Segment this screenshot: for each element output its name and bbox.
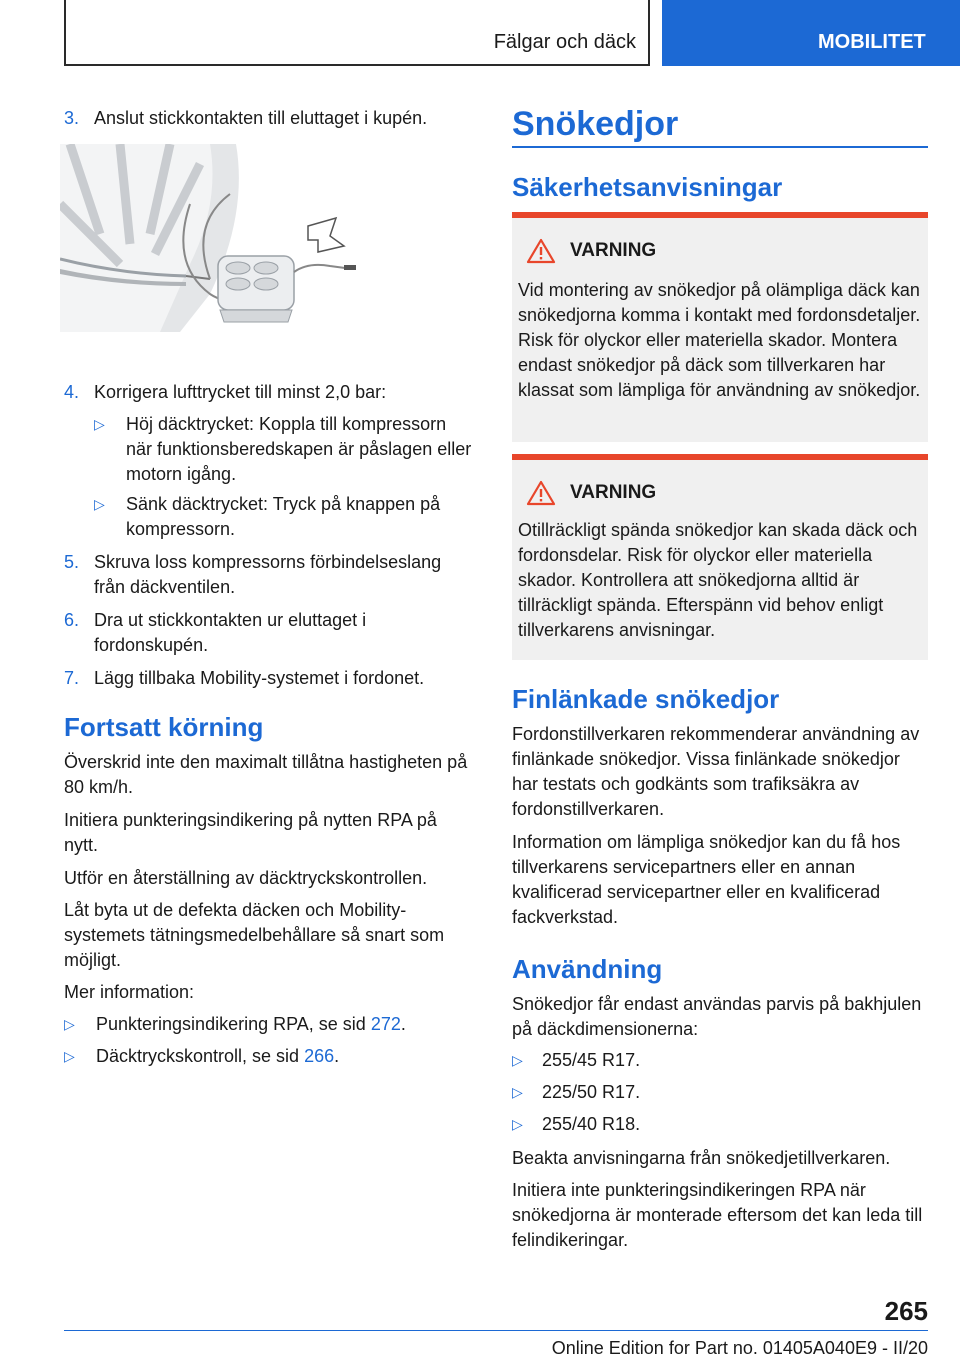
step-text: Skruva loss kompressorns förbindelseslang från däckventilen. <box>94 552 442 597</box>
bullet-item <box>512 1080 928 1105</box>
footer-edition: Online Edition for Part no. 01405A040E9 - II/20 <box>551 1338 928 1358</box>
header-section-title: Fälgar och däck <box>493 31 636 53</box>
step-text: Korrigera lufttrycket till minst 2,0 bar: <box>94 382 387 402</box>
title-rule <box>512 146 928 148</box>
paragraph: Snökedjor får endast användas parvis på bakhjulen på däckdimensionerna: <box>512 994 922 1039</box>
triangle-bullet-icon: ▷ <box>64 1048 75 1064</box>
step-number: 6. <box>64 610 80 630</box>
warning-triangle-icon <box>526 480 556 506</box>
chapter-title: Snökedjor <box>512 105 679 143</box>
section-heading: Användning <box>512 954 663 984</box>
section-heading: Finlänkade snökedjor <box>512 684 780 714</box>
link-item[interactable] <box>64 1012 474 1037</box>
link-item[interactable] <box>64 1044 474 1069</box>
warning-label: VARNING <box>570 240 657 261</box>
bullet-item <box>512 1048 928 1073</box>
page-number: 265 <box>884 1296 928 1326</box>
step-number: 7. <box>64 668 80 688</box>
triangle-bullet-icon: ▷ <box>94 496 105 512</box>
triangle-bullet-icon: ▷ <box>64 1016 75 1032</box>
link-label: Däcktryckskontroll, se sid <box>96 1046 305 1066</box>
paragraph: Beakta anvisningarna från snökedjetillverkaren. <box>512 1148 891 1168</box>
step-text: Lägg tillbaka Mobility-systemet i fordonet. <box>94 668 425 688</box>
paragraph: Initiera inte punkteringsindikeringen RPA när snökedjorna är monterade eftersom det kan leda till felindikeringar. <box>512 1180 923 1250</box>
step-7 <box>64 666 474 691</box>
step-3 <box>64 106 474 131</box>
paragraph: Fordonstillverkaren rekommenderar användning av finlänkade snökedjor. Vissa finlänkade snökedjor har testats och godkänts som trafiksäkra av fordonstillverkaren. <box>512 724 920 819</box>
triangle-bullet-icon: ▷ <box>94 416 105 432</box>
wheel-compressor-illustration <box>60 144 360 332</box>
link-label: Punkteringsindikering RPA, se sid <box>96 1014 371 1034</box>
bullet-text: Sänk däcktrycket: Tryck på knappen på kompressorn. <box>126 494 441 539</box>
header-chapter-tab: MOBILITET <box>662 0 960 66</box>
warning-label: VARNING <box>570 482 657 503</box>
warning-box-2 <box>512 454 928 660</box>
link-end: . <box>334 1046 340 1066</box>
triangle-bullet-icon: ▷ <box>512 1084 523 1100</box>
footer-rule <box>64 1330 928 1331</box>
paragraph: Överskrid inte den maximalt tillåtna hastigheten på 80 km/h. <box>64 752 468 797</box>
section-heading: Fortsatt körning <box>64 712 264 742</box>
step-6 <box>64 608 474 658</box>
bullet-text: 225/50 R17. <box>542 1082 641 1102</box>
step-5 <box>64 550 474 600</box>
step-text: Dra ut stickkontakten ur eluttaget i fordonskupén. <box>94 610 367 655</box>
link-end: . <box>400 1014 406 1034</box>
bullet-item <box>94 412 474 487</box>
bullet-item <box>94 492 474 542</box>
bullet-text: 255/45 R17. <box>542 1050 641 1070</box>
paragraph: Information om lämpliga snökedjor kan du få hos tillverkarens servicepartners eller en annan kvalificerad servicepartner eller en kvalificerad fackverkstad. <box>512 832 901 927</box>
paragraph: Låt byta ut de defekta däcken och Mobility-systemets tätningsmedelbehållare så snart som möjligt. <box>64 900 445 970</box>
step-text: Anslut stickkontakten till eluttaget i kupén. <box>94 108 428 128</box>
bullet-text: 255/40 R18. <box>542 1114 641 1134</box>
warning-box-1 <box>512 212 928 442</box>
step-number: 3. <box>64 108 80 128</box>
triangle-bullet-icon: ▷ <box>512 1116 523 1132</box>
warning-triangle-icon <box>526 238 556 264</box>
bullet-item <box>512 1112 928 1137</box>
section-heading: Säkerhetsanvisningar <box>512 172 783 202</box>
paragraph: Initiera punkteringsindikering på nytten RPA på nytt. <box>64 810 437 855</box>
warning-text: Vid montering av snökedjor på olämpliga däck kan snökedjorna komma i kontakt med fordonsdetaljer. Risk för olyckor eller materiella skador. Montera endast snökedjor på däck som tillverkaren har klassat som lämpliga för användning av snökedjor. <box>518 280 921 400</box>
warning-text: Otillräckligt spända snökedjor kan skada däck och fordonsdelar. Risk för olyckor eller materiella skador. Kontrollera att snökedjorna alltid är tillräckligt spända. Efterspänn vid behov enligt tillverkarens anvisningar. <box>518 520 918 640</box>
step-number: 4. <box>64 382 80 402</box>
paragraph: Mer information: <box>64 982 195 1002</box>
triangle-bullet-icon: ▷ <box>512 1052 523 1068</box>
page-link-266[interactable]: 266 <box>304 1046 335 1066</box>
bullet-text: Höj däcktrycket: Koppla till kompressorn när funktionsberedskapen är påslagen eller motorn igång. <box>126 414 472 484</box>
step-4 <box>64 380 474 405</box>
step-number: 5. <box>64 552 80 572</box>
page-link-272[interactable]: 272 <box>370 1014 401 1034</box>
paragraph: Utför en återställning av däcktryckskontrollen. <box>64 868 428 888</box>
